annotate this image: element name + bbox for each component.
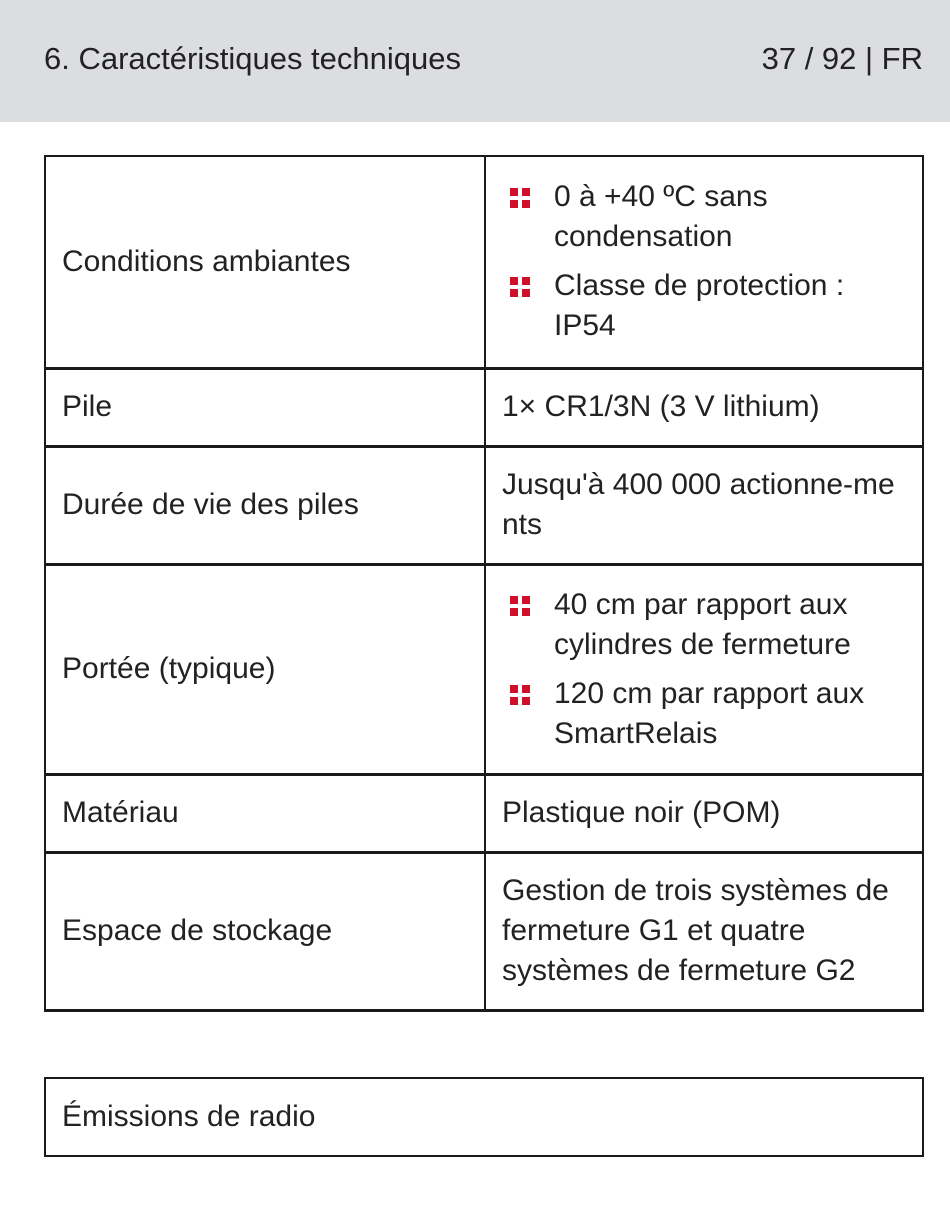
red-square-bullet-icon — [510, 188, 530, 208]
row-label: Matériau — [45, 774, 485, 852]
row-value: Gestion de trois systèmes de fermeture G1 et quatre systèmes de fermeture G2 — [485, 852, 923, 1010]
row-label: Pile — [45, 368, 485, 446]
list-item — [502, 266, 906, 346]
row-label: Conditions ambiantes — [45, 156, 485, 368]
row-label: Portée (typique) — [45, 564, 485, 774]
red-square-bullet-icon — [510, 277, 530, 297]
table-row — [45, 852, 923, 1010]
red-square-bullet-icon — [510, 596, 530, 616]
table-row — [45, 156, 923, 368]
row-value: Plastique noir (POM) — [485, 774, 923, 852]
row-value — [485, 564, 923, 774]
list-item — [502, 585, 906, 665]
list-item-text: 40 cm par rapport aux cylindres de fermeture — [554, 587, 851, 661]
list-item-text: 120 cm par rapport aux SmartRelais — [554, 676, 865, 750]
table-row — [45, 564, 923, 774]
page-indicator: 37 / 92 | FR — [761, 41, 923, 76]
table-row — [45, 446, 923, 564]
row-value — [485, 156, 923, 368]
bullet-list — [502, 585, 906, 754]
bullet-list — [502, 177, 906, 346]
row-value: 1× CR1/3N (3 V lithium) — [485, 368, 923, 446]
table-row — [45, 774, 923, 852]
red-square-bullet-icon — [510, 685, 530, 705]
radio-emissions-heading: Émissions de radio — [44, 1077, 924, 1157]
list-item-text: Classe de protection : IP54 — [554, 269, 845, 343]
table-row — [45, 368, 923, 446]
row-label: Espace de stockage — [45, 852, 485, 1010]
row-value: Jusqu'à 400 000 actionne-ments — [485, 446, 923, 564]
list-item — [502, 177, 906, 257]
section-title: 6. Caractéristiques techniques — [44, 41, 462, 76]
list-item-text: 0 à +40 ºC sans condensation — [554, 180, 768, 254]
list-item — [502, 674, 906, 754]
page-header — [0, 0, 950, 122]
row-label: Durée de vie des piles — [45, 446, 485, 564]
technical-specifications-table — [44, 155, 924, 1012]
